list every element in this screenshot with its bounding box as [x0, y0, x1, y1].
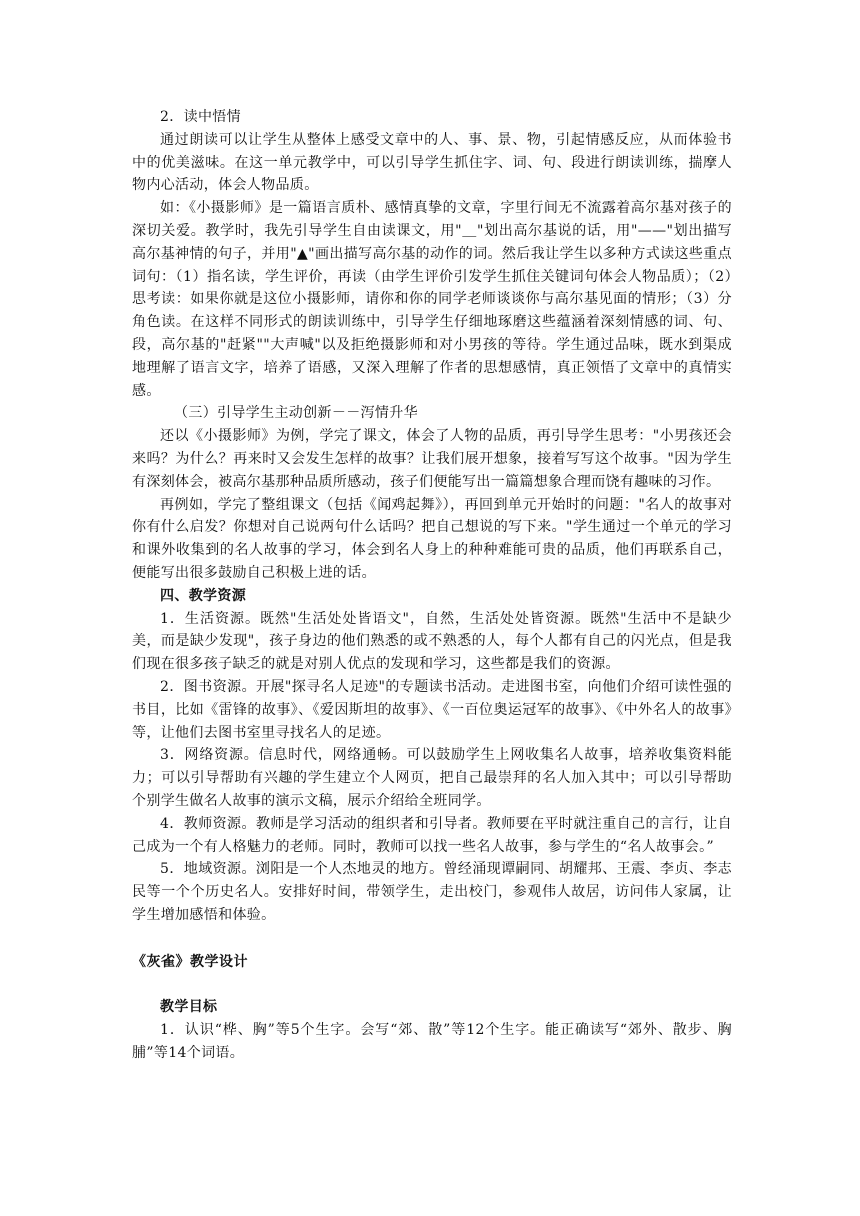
document-body [132, 106, 732, 1065]
list-item: 1．认识“桦、胸”等5个生字。会写“郊、散”等12个生字。能正确读写“郊外、散步、胸脯”等14个词语。 [132, 1022, 732, 1062]
document-title: 《灰雀》教学设计 [132, 953, 248, 970]
list-item: 3．网络资源。信息时代，网络通畅。可以鼓励学生上网收集名人故事，培养收集资料能力；可以引导帮助有兴趣的学生建立个人网页，把自己最崇拜的名人加入其中；可以引导帮助个别学生做名人故事的演示文稿，展示介绍给全班同学。 [132, 747, 732, 809]
section-heading-teaching-resources: 四、教学资源 [160, 587, 247, 604]
paragraph: 还以《小摄影师》为例，学完了课文，体会了人物的品质，再引导学生思考："小男孩还会来吗？为什么？再来时又会发生怎样的故事？让我们展开想象，接着写写这个故事。"因为学生有深刻体会，被高尔基那种品质所感动，孩子们便能写出一篇篇想象合理而饶有趣味的习作。 [132, 428, 732, 490]
list-item: 2．图书资源。开展"探寻名人足迹"的专题读书活动。走进图书室，向他们介绍可读性强的书目，比如《雷锋的故事》、《爱因斯坦的故事》、《一百位奥运冠军的故事》、《中外名人的故事》等，让他们去图书室里寻找名人的足迹。 [132, 678, 732, 741]
section-heading-teaching-goals: 教学目标 [160, 999, 218, 1016]
section-heading-innovation: （三）引导学生主动创新－－泻情升华 [174, 405, 418, 422]
section-heading-reading-emotion: 2．读中悟情 [160, 109, 242, 125]
paragraph: 通过朗读可以让学生从整体上感受文章中的人、事、景、物，引起情感反应，从而体验书中的优美滋味。在这一单元教学中，可以引导学生抓住字、词、句、段进行朗读训练，揣摩人物内心活动，体会人物品质。 [132, 131, 732, 194]
paragraph: 再例如，学完了整组课文（包括《闻鸡起舞》），再回到单元开始时的问题："名人的故事对你有什么启发？你想对自己说两句什么话吗？把自己想说的写下来。"学生通过一个单元的学习和课外收集到的名人故事的学习，体会到名人身上的种种难能可贵的品质，他们再联系自己，便能写出很多鼓励自己积极上进的话。 [132, 496, 732, 581]
list-item: 5．地域资源。浏阳是一个人杰地灵的地方。曾经涌现谭嗣同、胡耀邦、王震、李贞、李志民等一个个历史名人。安排好时间，带领学生，走出校门，参观伟人故居，访问伟人家属，让学生增加感悟和体验。 [132, 861, 732, 923]
list-item: 1．生活资源。既然"生活处处皆语文"，自然，生活处处皆资源。既然"生活中不是缺少美，而是缺少发现"，孩子身边的他们熟悉的或不熟悉的人，每个人都有自己的闪光点，但是我们现在很多孩子缺乏的就是对别人优点的发现和学习，这些都是我们的资源。 [132, 610, 732, 673]
list-item: 4．教师资源。教师是学习活动的组织者和引导者。教师要在平时就注重自己的言行，让自己成为一个有人格魅力的老师。同时，教师可以找一些名人故事，参与学生的“名人故事会。” [132, 815, 732, 855]
paragraph: 如：《小摄影师》是一篇语言质朴、感情真挚的文章，字里行间无不流露着高尔基对孩子的深切关爱。教学时，我先引导学生自由读课文，用"＿"划出高尔基说的话，用"——"划出描写高尔基神情的句子，并用"▲"画出描写高尔基的动作的词。然后我让学生以多种方式读这些重点词句：（1）指名读，学生评价，再读（由学生评价引发学生抓住关键词句体会人物品质）；（2）思考读：如果你就是这位小摄影师，请你和你的同学老师谈谈你与高尔基见面的情形；（3）分角色读。在这样不同形式的朗读训练中，引导学生仔细地琢磨这些蕴涵着深刻情感的词、句、段，高尔基的"赶紧""大声喊"以及拒绝摄影师和对小男孩的等待。学生通过品味，既水到渠成地理解了语言文字，培养了语感，又深入理解了作者的思想感情，真正领悟了文章中的真情实感。 [132, 200, 732, 399]
